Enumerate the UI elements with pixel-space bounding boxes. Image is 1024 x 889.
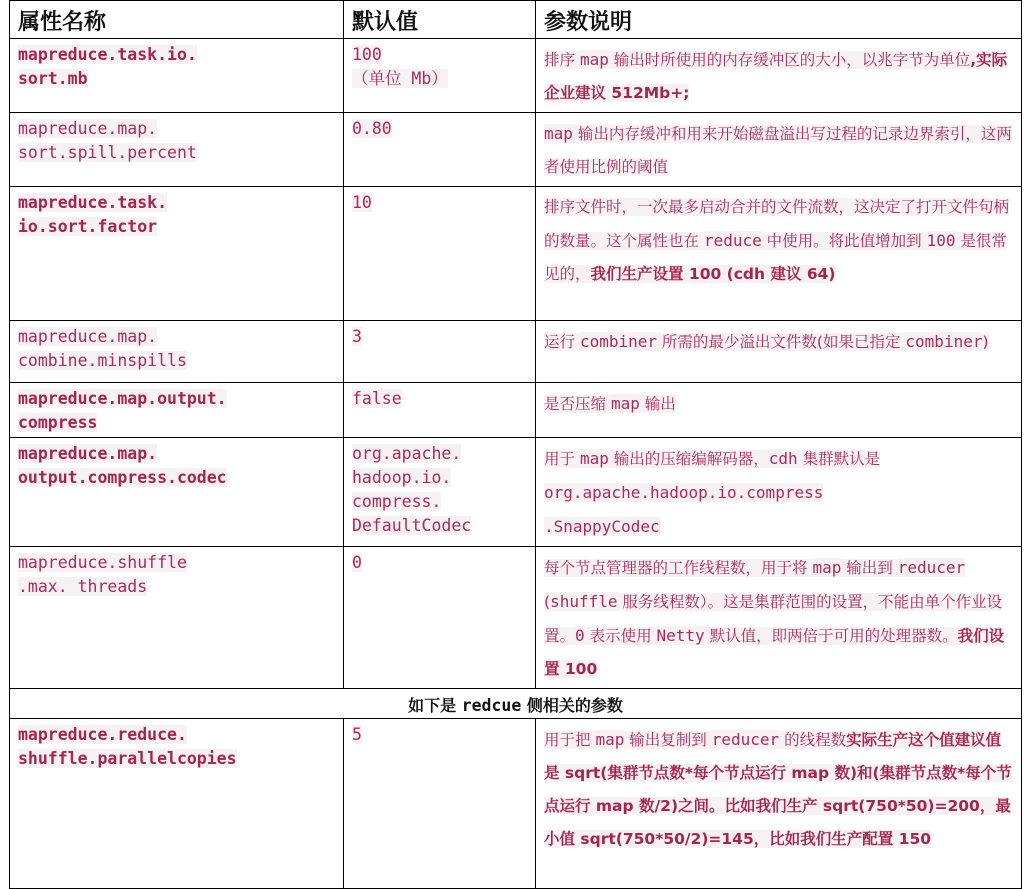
desc-text: 排序	[544, 51, 580, 69]
desc-text: 输出到	[841, 559, 898, 577]
section-header-row	[10, 689, 1022, 719]
table-row	[10, 39, 1022, 113]
table-row	[10, 547, 1022, 689]
section-title	[10, 689, 1022, 719]
table-row	[10, 187, 1022, 321]
desc-text: 集群默认是	[797, 450, 881, 468]
cell-line: mapreduce.map.	[18, 119, 158, 138]
default-value-cell	[344, 547, 536, 689]
cell-line: mapreduce.task.io.	[18, 45, 197, 64]
desc-text: 每个节点管理器的工作线程数，用于将	[544, 559, 813, 577]
default-value-cell	[344, 39, 536, 113]
inline-code: reducer	[897, 558, 966, 577]
section-title-part: 侧相关的参数	[521, 696, 623, 715]
property-name-cell	[10, 321, 344, 383]
cell-line: output.compress.codec	[18, 468, 227, 487]
default-value-cell	[344, 113, 536, 187]
inline-code: 100	[926, 231, 956, 250]
description-cell	[536, 383, 1022, 438]
inline-code: map	[579, 449, 609, 468]
default-value-cell	[344, 719, 536, 889]
desc-text: 服务线程数）。这是集群范围的设置，不能由单个作业设置。	[544, 593, 1003, 645]
table-row	[10, 719, 1022, 889]
description-cell	[536, 719, 1022, 889]
desc-text: 的线程数	[779, 731, 847, 749]
default-value-cell	[344, 187, 536, 321]
cell-line: mapreduce.shuffle	[18, 553, 187, 572]
desc-text: 中使用。将此值增加到	[761, 232, 927, 250]
inline-code: map	[610, 394, 640, 413]
header-name: 属性名称	[10, 1, 344, 39]
property-name-cell	[10, 113, 344, 187]
inline-code: map	[812, 558, 842, 577]
cell-line: io.sort.factor	[18, 217, 158, 236]
inline-code: shuffle	[550, 592, 618, 611]
bold-note: ,实际企业建议 512Mb+;	[544, 51, 1008, 102]
desc-text: )	[982, 333, 989, 351]
cell-line: org.apache.	[352, 444, 462, 463]
cell-line: combine.minspills	[18, 351, 187, 370]
property-name-cell	[10, 187, 344, 321]
inline-code: combiner	[579, 332, 657, 351]
cell-line: .max. threads	[18, 577, 148, 596]
desc-text: 是否压缩	[544, 395, 611, 413]
header-description: 参数说明	[536, 1, 1022, 39]
bold-note: 实际生产这个值建议值是 sqrt(集群节点数*每个节点运行 map 数)和(集群节点数*每个节点运行 map 数/2)之间。比如我们生产 sqrt(750*50)=200，最小值 sqrt(750*50/2)=145，比如我们生产配置 150	[544, 731, 1012, 848]
inline-code: combiner	[905, 332, 983, 351]
cell-line: false	[352, 389, 402, 408]
desc-text: 默认值，即两倍于可用的处理器数。	[704, 627, 958, 645]
table-row	[10, 383, 1022, 438]
inline-code: reduce	[703, 231, 762, 250]
default-value-cell	[344, 321, 536, 383]
default-value-cell	[344, 383, 536, 438]
cell-line: sort.spill.percent	[18, 143, 197, 162]
cell-line: compress.	[352, 492, 442, 511]
inline-code: Netty	[656, 626, 705, 645]
cell-line: 10	[352, 193, 372, 212]
bold-note: 我们设置 100	[544, 627, 1005, 678]
description-cell	[536, 187, 1022, 321]
desc-text: 用于	[544, 450, 580, 468]
description-cell	[536, 113, 1022, 187]
inline-code-multiline: org.apache.hadoop.io.compress .SnappyCodec	[544, 483, 824, 536]
description-cell	[536, 438, 1022, 547]
header-row	[10, 1, 1022, 39]
property-name-cell	[10, 438, 344, 547]
desc-text: 输出复制到	[624, 731, 712, 749]
cell-line: shuffle.parallelcopies	[18, 749, 237, 768]
property-name-cell	[10, 383, 344, 438]
inline-code: 0	[575, 626, 585, 645]
cell-line: mapreduce.map.output.	[18, 389, 227, 408]
desc-text: 输出的压缩编解码器，	[608, 450, 769, 468]
desc-text: 输出时所使用的内存缓冲区的大小，以兆字节为单位	[608, 51, 971, 69]
cell-line: sort.mb	[18, 69, 88, 88]
cell-line: DefaultCodec	[352, 516, 472, 535]
inline-code: map	[595, 730, 625, 749]
cell-line: mapreduce.reduce.	[18, 725, 187, 744]
table-row	[10, 321, 1022, 383]
cell-line: hadoop.io.	[352, 468, 452, 487]
description-cell	[536, 39, 1022, 113]
description-cell	[536, 547, 1022, 689]
table-row	[10, 113, 1022, 187]
cell-line: 0	[352, 553, 362, 572]
desc-text: 运行	[544, 333, 580, 351]
inline-code: map	[544, 124, 573, 143]
cell-line: mapreduce.task.	[18, 193, 168, 212]
desc-text: 是很常见的，	[544, 232, 1007, 283]
cell-line: （单位 Mb）	[352, 69, 448, 88]
cell-line: 0.80	[352, 119, 392, 138]
section-title-part: redcue	[461, 696, 522, 715]
desc-text: 所需的最少溢出文件数(如果已指定	[657, 333, 906, 351]
inline-code: map	[579, 50, 609, 69]
cell-line: 5	[352, 725, 362, 744]
desc-text: 输出内存缓冲和用来开始磁盘溢出写过程的记录边界索引，这两者使用比例的阈值	[544, 125, 1012, 176]
property-name-cell	[10, 719, 344, 889]
parameter-table	[9, 0, 1022, 889]
desc-text: 输出	[639, 395, 676, 413]
header-default: 默认值	[344, 1, 536, 39]
cell-line: mapreduce.map.	[18, 327, 158, 346]
desc-text: 用于把	[544, 731, 596, 749]
cell-line: compress	[18, 413, 98, 432]
desc-text: 排序文件时，一次最多启动合并的文件流数，这决定了打开文件句柄的数量。这个属性也在	[544, 198, 1010, 250]
desc-text: 表示使用	[584, 627, 657, 645]
inline-code: cdh	[768, 449, 798, 468]
section-title-part: 如下是	[408, 696, 462, 715]
table-row	[10, 438, 1022, 547]
property-name-cell	[10, 547, 344, 689]
cell-line: 100	[352, 45, 382, 64]
cell-line: 3	[352, 327, 362, 346]
inline-code: reducer	[711, 730, 780, 749]
description-cell	[536, 321, 1022, 383]
default-value-cell	[344, 438, 536, 547]
cell-line: mapreduce.map.	[18, 444, 158, 463]
desc-text: (	[544, 593, 551, 611]
property-name-cell	[10, 39, 344, 113]
bold-note: 我们生产设置 100 (cdh 建议 64)	[590, 265, 836, 283]
